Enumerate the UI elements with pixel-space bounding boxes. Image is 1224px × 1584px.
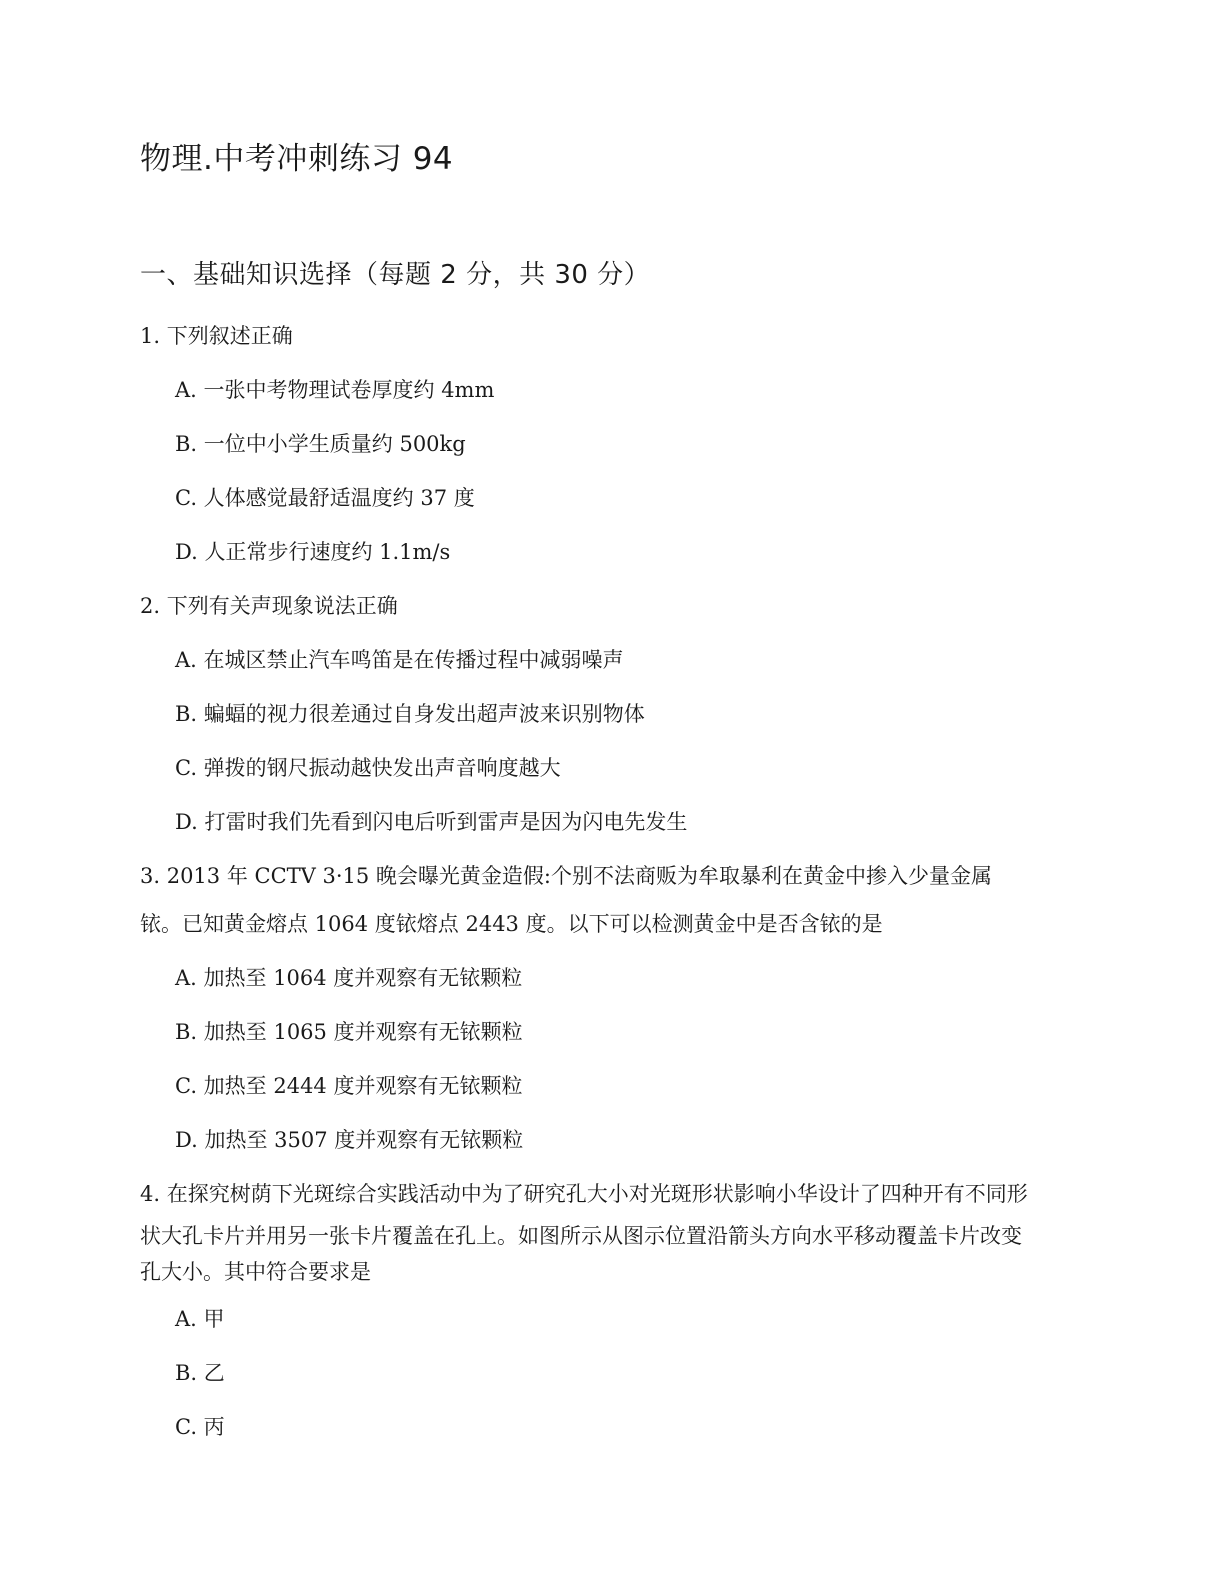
question-3-stem-line-2: 铱。已知黄金熔点 1064 度铱熔点 2443 度。以下可以检测黄金中是否含铱的是 [140, 912, 883, 936]
question-2-stem: 2. 下列有关声现象说法正确 [140, 594, 398, 618]
question-1-option-b: B. 一位中小学生质量约 500kg [175, 432, 466, 456]
question-1-stem: 1. 下列叙述正确 [140, 324, 293, 348]
question-2-option-d: D. 打雷时我们先看到闪电后听到雷声是因为闪电先发生 [175, 810, 688, 834]
question-2-option-b: B. 蝙蝠的视力很差通过自身发出超声波来识别物体 [175, 702, 645, 726]
question-4-option-c: C. 丙 [175, 1415, 225, 1439]
question-3-option-d: D. 加热至 3507 度并观察有无铱颗粒 [175, 1128, 524, 1152]
question-1-option-d: D. 人正常步行速度约 1.1m/s [175, 540, 451, 564]
question-1-option-c: C. 人体感觉最舒适温度约 37 度 [175, 486, 475, 510]
question-3-option-b: B. 加热至 1065 度并观察有无铱颗粒 [175, 1020, 523, 1044]
question-4-stem-line-3: 孔大小。其中符合要求是 [140, 1260, 371, 1284]
question-4-stem-line-2: 状大孔卡片并用另一张卡片覆盖在孔上。如图所示从图示位置沿箭头方向水平移动覆盖卡片改变 [140, 1224, 1022, 1248]
section-heading: 一、基础知识选择（每题 2 分，共 30 分） [140, 260, 651, 290]
document-title: 物理.中考冲刺练习 94 [140, 141, 454, 177]
question-4-option-b: B. 乙 [175, 1361, 225, 1385]
question-2-option-c: C. 弹拨的钢尺振动越快发出声音响度越大 [175, 756, 561, 780]
question-1-option-a: A. 一张中考物理试卷厚度约 4mm [175, 378, 495, 402]
question-3-option-c: C. 加热至 2444 度并观察有无铱颗粒 [175, 1074, 523, 1098]
question-4-option-a: A. 甲 [175, 1307, 225, 1331]
question-3-stem-line-1: 3. 2013 年 CCTV 3·15 晚会曝光黄金造假:个别不法商贩为牟取暴利在黄金中掺入少量金属 [140, 864, 992, 888]
question-4-stem-line-1: 4. 在探究树荫下光斑综合实践活动中为了研究孔大小对光斑形状影响小华设计了四种开有不同形 [140, 1182, 1028, 1206]
question-3-option-a: A. 加热至 1064 度并观察有无铱颗粒 [175, 966, 523, 990]
question-2-option-a: A. 在城区禁止汽车鸣笛是在传播过程中减弱噪声 [175, 648, 624, 672]
